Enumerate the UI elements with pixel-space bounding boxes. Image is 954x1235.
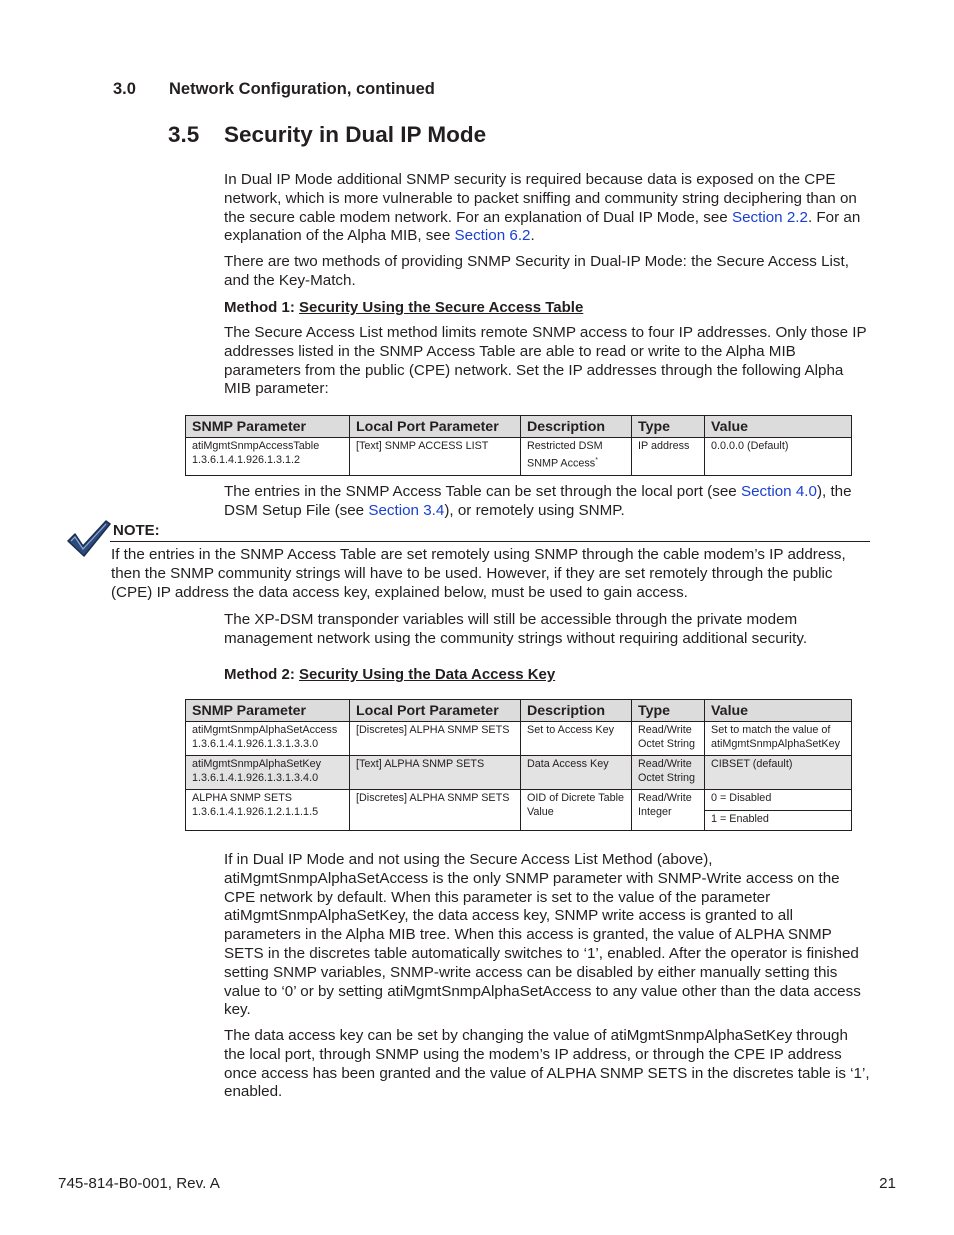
col-header: Value (705, 416, 852, 438)
param-cell (186, 438, 350, 476)
col-header: Type (632, 416, 705, 438)
method-1-prefix: Method 1: (224, 299, 299, 316)
intro-text-b: . For an explanation of the Alpha MIB, see (224, 208, 861, 245)
note-divider (110, 541, 870, 542)
section-3-4-link[interactable]: Section 3.4 (368, 501, 445, 519)
method-1-text: The Secure Access List method limits remote SNMP access to four IP addresses. Only those IP addresses listed in the SNMP Access Table are able to read or write to the Alpha MIB parameters from the public (CPE) network. Set the IP addresses through the following Alpha MIB parameter: (224, 324, 867, 398)
after-table-text-c: ), or remotely using SNMP. (444, 501, 625, 519)
footer-doc-id: 745-814-B0-001, Rev. A (58, 1175, 220, 1192)
value-cell (705, 722, 852, 756)
table-row (186, 790, 852, 811)
type-line-2: Octet String (638, 737, 696, 750)
value-cell: 0.0.0.0 (Default) (705, 438, 852, 476)
note-label: NOTE: (113, 522, 160, 539)
intro-text-a: In Dual IP Mode additional SNMP security is required because data is exposed on the CPE network, which is more vulnerable to packet sniffing and community string deciphering than on the secure cable modem network. For an explanation of Dual IP Mode, see (224, 171, 857, 226)
param-cell (186, 756, 350, 790)
checkmark-icon (66, 519, 112, 559)
closing-paragraph-2 (224, 1027, 872, 1102)
param-name: ALPHA SNMP SETS (192, 792, 293, 804)
param-oid: 1.3.6.1.4.1.926.1.2.1.1.1.5 (192, 805, 319, 818)
table-row (186, 756, 852, 790)
value-line-1: Set to match the value of (711, 724, 831, 736)
param-name: atiMgmtSnmpAlphaSetKey (192, 758, 322, 770)
type-cell: IP address (632, 438, 705, 476)
local-cell: [Discretes] ALPHA SNMP SETS (350, 790, 521, 831)
col-header: Type (632, 700, 705, 722)
value-line-2: atiMgmtSnmpAlphaSetKey (711, 737, 841, 750)
desc-line-1: Restricted DSM (527, 440, 603, 452)
after-table-text-b: ), the DSM Setup File (see (224, 483, 852, 519)
section-number: 3.0 (113, 80, 136, 98)
desc-cell (521, 790, 632, 831)
col-header: Description (521, 700, 632, 722)
col-header: Local Port Parameter (350, 700, 521, 722)
table-header-row (186, 416, 852, 438)
table-header-row (186, 700, 852, 722)
heading-title: Security in Dual IP Mode (224, 122, 487, 147)
method-1-heading (224, 299, 583, 316)
type-line-1: Read/Write (638, 792, 692, 804)
table-row (186, 438, 852, 476)
desc-cell: Set to Access Key (521, 722, 632, 756)
param-name: atiMgmtSnmpAccessTable (192, 440, 320, 452)
section-title: Network Configuration, continued (169, 80, 435, 98)
type-cell (632, 790, 705, 831)
closing-paragraph-1 (224, 851, 872, 1020)
closing-text-2: The data access key can be set by changing the value of atiMgmtSnmpAlphaSetKey through the local port, through SNMP using the modem’s IP address, or through the CPE IP address once access has been granted and the value of ALPHA SNMP SETS in the discretes table is ‘1’, enabled. (224, 1027, 870, 1101)
data-access-key-table (185, 699, 852, 831)
desc-line-2: Value (527, 805, 554, 818)
method-2-prefix: Method 2: (224, 666, 299, 683)
value-cell: CIBSET (default) (705, 756, 852, 790)
method-1-title: Security Using the Secure Access Table (299, 299, 584, 316)
type-line-2: Octet String (638, 771, 696, 784)
type-line-1: Read/Write (638, 758, 692, 770)
section-6-2-link[interactable]: Section 6.2 (454, 227, 531, 245)
after-note-text: The XP-DSM transponder variables will still be accessible through the private modem management network using the community strings without requiring additional security. (224, 611, 808, 647)
after-table-1-paragraph (224, 483, 872, 521)
type-cell (632, 756, 705, 790)
local-cell: [Text] ALPHA SNMP SETS (350, 756, 521, 790)
snmp-access-table (185, 415, 852, 476)
heading-number: 3.5 (168, 122, 200, 147)
param-oid: 1.3.6.1.4.1.926.1.3.1.2 (192, 453, 301, 466)
desc-cell (521, 438, 632, 476)
type-line-1: Read/Write (638, 724, 692, 736)
value-cell: 1 = Enabled (705, 810, 852, 831)
local-cell: [Discretes] ALPHA SNMP SETS (350, 722, 521, 756)
desc-cell: Data Access Key (521, 756, 632, 790)
method-2-heading (224, 666, 555, 683)
intro-text-2: There are two methods of providing SNMP Security in Dual-IP Mode: the Secure Access List, and the Key-Match. (224, 253, 849, 289)
footer-page-number: 21 (879, 1175, 896, 1192)
closing-text-1: If in Dual IP Mode and not using the Secure Access List Method (above), atiMgmtSnmpAlphaSetAccess is the only SNMP parameter with SNMP-Write access on the CPE network by default. When this parameter is set to the value of the parameter atiMgmtSnmpAlphaSetKey, the data access key, SNMP write access is granted to all parameters in the Alpha MIB tree. When this access is granted, the value of ALPHA SNMP SETS in the discretes table automatically switches to ‘1’, enabled. After the operator is finished setting SNMP variables, SNMP-write access can be disabled by either manually setting this value to ‘0’ or by setting atiMgmtSnmpAlphaSetAccess to any value other than the data access key. (224, 851, 861, 1019)
desc-line-1: OID of Dicrete Table (527, 792, 625, 804)
param-oid: 1.3.6.1.4.1.926.1.3.1.3.4.0 (192, 771, 319, 784)
desc-line-2: SNMP Access (527, 457, 596, 470)
method-1-body (224, 324, 872, 399)
param-oid: 1.3.6.1.4.1.926.1.3.1.3.3.0 (192, 737, 319, 750)
col-header: Local Port Parameter (350, 416, 521, 438)
col-header: SNMP Parameter (186, 416, 350, 438)
type-line-2: Integer (638, 805, 672, 818)
param-cell (186, 790, 350, 831)
type-cell (632, 722, 705, 756)
intro-paragraph-1 (224, 171, 872, 246)
section-4-0-link[interactable]: Section 4.0 (740, 483, 817, 500)
col-header: SNMP Parameter (186, 700, 350, 722)
section-header (113, 80, 435, 99)
local-cell: [Text] SNMP ACCESS LIST (350, 438, 521, 476)
param-cell (186, 722, 350, 756)
intro-paragraph-2 (224, 253, 872, 291)
note-text: If the entries in the SNMP Access Table are set remotely using SNMP through the cable modem’s IP address, then the SNMP community strings will have to be used. However, if they are set remotely through the public (CPE) IP address the data access key, explained below, must be used to gain access. (111, 546, 846, 601)
intro-text-c: . (530, 227, 535, 245)
method-2-title: Security Using the Data Access Key (299, 666, 556, 683)
col-header: Description (521, 416, 632, 438)
footnote-mark: * (595, 456, 598, 464)
col-header: Value (705, 700, 852, 722)
page-title (168, 122, 486, 148)
section-2-2-link[interactable]: Section 2.2 (731, 208, 808, 226)
param-name: atiMgmtSnmpAlphaSetAccess (192, 724, 338, 736)
value-cell: 0 = Disabled (705, 790, 852, 811)
after-table-text-a: The entries in the SNMP Access Table can be set through the local port (see (224, 483, 741, 500)
after-note-paragraph (224, 611, 872, 649)
table-row (186, 722, 852, 756)
